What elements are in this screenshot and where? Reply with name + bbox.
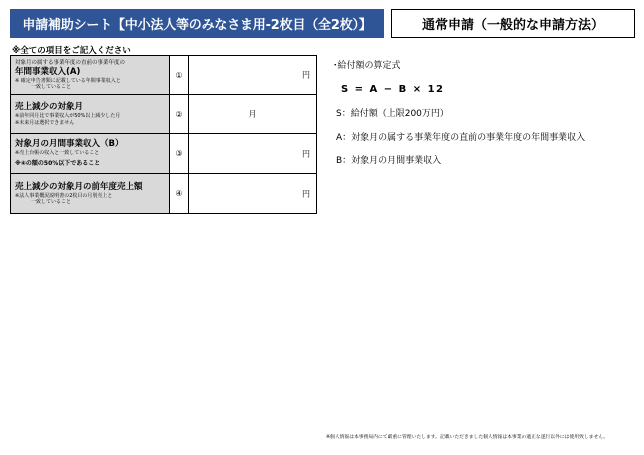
yen-unit: 円 xyxy=(302,149,310,158)
prior-year-sales-label-cell xyxy=(11,174,170,214)
sheet-title: 申請補助シート【中小法人等のみなさま用-2枚目（全2枚）】 xyxy=(10,9,384,38)
monthly-revenue-note-1: ※売上台帳の収入と一致していること xyxy=(15,150,100,157)
target-month-note-1: ※前年同月比で事業収入が50%以上減少した月 xyxy=(15,113,121,119)
monthly-revenue-input[interactable] xyxy=(189,134,317,174)
annual-revenue-note-1: ※ 確定申告書類に記載している年間事業収入と xyxy=(15,77,121,84)
row-number-1: ① xyxy=(170,56,189,95)
formula-title: ･給付額の算定式 xyxy=(333,61,401,71)
application-type-label: 通常申請（一般的な申請方法） xyxy=(391,9,635,38)
yen-unit: 円 xyxy=(302,189,310,198)
formula-b-definition: B：対象月の月間事業収入 xyxy=(336,156,442,166)
privacy-footer-note: ※個人情報は本事務局内にて厳重に管理いたします。記載いただきました個人情報は本事業の適正な遂行以外には使用致しません。 xyxy=(326,435,609,440)
month-unit: 月 xyxy=(248,109,257,119)
yen-unit: 円 xyxy=(302,70,310,80)
form-row-prior-year-sales xyxy=(11,174,317,214)
row-number-2: ② xyxy=(170,95,189,134)
target-month-note-2: ※未来月は選択できません xyxy=(15,119,75,126)
target-month-select[interactable] xyxy=(189,95,317,134)
monthly-revenue-label: 対象月の月間事業収入（B） xyxy=(15,139,124,150)
prior-year-sales-input[interactable] xyxy=(189,174,317,214)
form-row-target-month xyxy=(11,95,317,134)
prior-year-sales-label: 売上減少の対象月の前年度売上額 xyxy=(15,181,143,192)
form-row-annual-revenue xyxy=(11,56,317,95)
formula-s-definition: S：給付額（上限200万円） xyxy=(336,109,449,119)
formula-a-definition: A：対象月の属する事業年度の直前の事業年度の年間事業収入 xyxy=(336,133,586,143)
instruction-text: ※全ての項目をご記入ください xyxy=(12,46,131,56)
annual-revenue-note-2: 一致していること xyxy=(31,84,72,90)
row-number-4: ④ xyxy=(170,174,189,214)
row-number-3: ③ xyxy=(170,134,189,174)
application-form-table xyxy=(10,55,317,214)
monthly-revenue-condition: ※④の額の50%以下であること xyxy=(15,159,101,167)
prior-year-sales-note-1: ※法人事業概況説明書の2枚目の月別売上と xyxy=(15,192,113,199)
annual-revenue-input[interactable] xyxy=(189,56,317,95)
target-month-label-cell xyxy=(11,95,170,134)
annual-revenue-label: 年間事業収入(A) xyxy=(15,66,81,77)
prior-year-sales-note-2: 一致していること xyxy=(31,199,72,205)
form-row-monthly-revenue xyxy=(11,134,317,174)
formula-expression: S = A − B × 12 xyxy=(341,84,445,95)
monthly-revenue-label-cell xyxy=(11,134,170,174)
target-month-label: 売上減少の対象月 xyxy=(15,102,84,112)
annual-revenue-label-cell xyxy=(11,56,170,95)
annual-revenue-pre-label: 対象月の属する事業年度の直前の事業年度の xyxy=(15,59,126,66)
